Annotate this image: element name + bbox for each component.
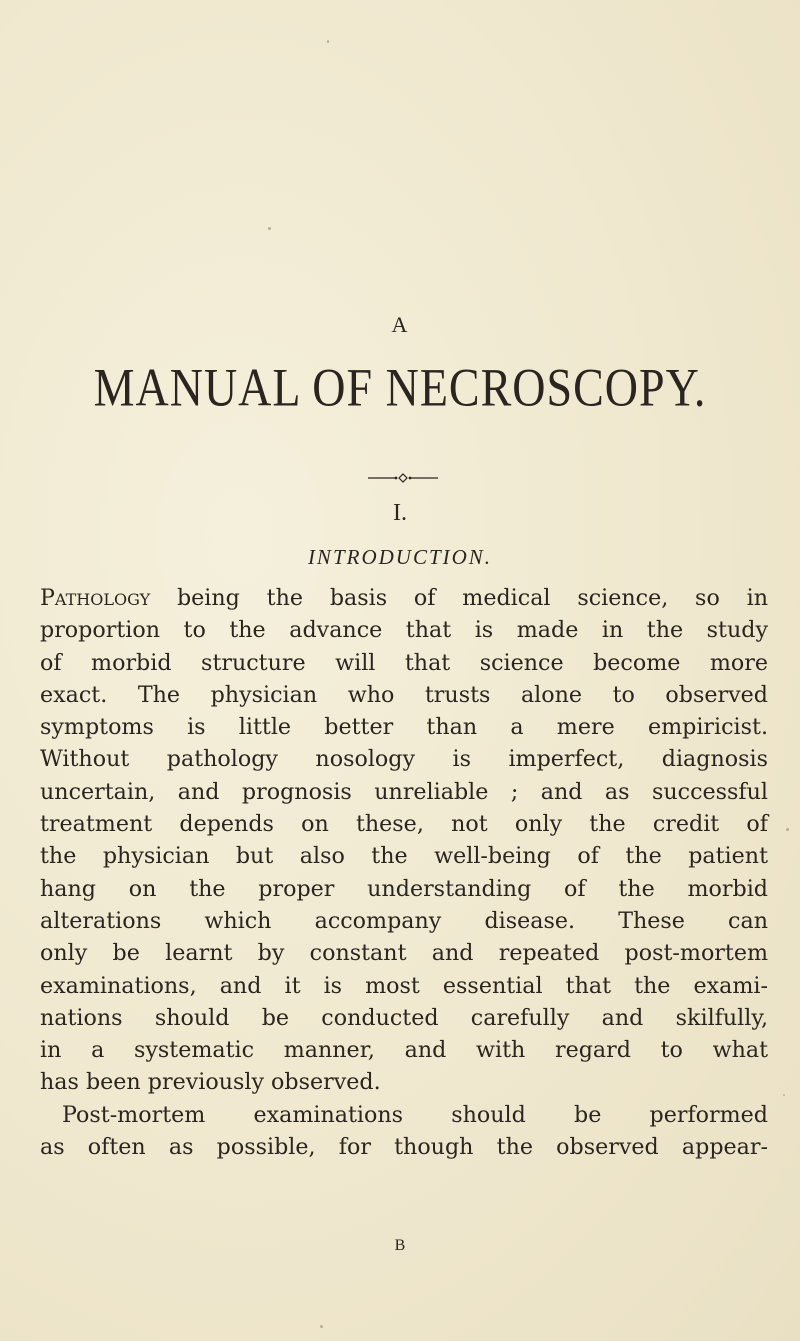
- text-line: nations should be conducted carefully and skilfully,: [40, 1004, 768, 1031]
- text-line: exact. The physician who trusts alone to observed: [40, 681, 768, 708]
- paper-speck: [320, 1325, 323, 1328]
- text-line: of morbid structure will that science become more: [40, 649, 768, 676]
- text-line: the physician but also the well-being of the patient: [40, 843, 768, 870]
- title-article: A: [391, 312, 409, 337]
- text-line: as often as possible, for though the observed appear-: [40, 1134, 768, 1161]
- diamond-rule-ornament-icon: [368, 472, 438, 484]
- paper-speck: [268, 227, 271, 230]
- text-line: uncertain, and prognosis unreliable ; and as successful: [40, 778, 768, 805]
- paper-speck: [786, 828, 789, 831]
- paper-speck: [327, 40, 329, 43]
- text-line: hang on the proper understanding of the morbid: [40, 875, 768, 902]
- signature-mark: B: [394, 1237, 406, 1254]
- drop-lead-word: Pathology: [40, 585, 151, 611]
- text-line: only be learnt by constant and repeated post-mortem: [40, 940, 768, 967]
- paper-speck: [783, 1094, 785, 1096]
- text-line: symptoms is little better than a mere empiricist.: [40, 714, 768, 741]
- chapter-title: INTRODUCTION.: [307, 545, 493, 569]
- text-line: in a systematic manner, and with regard to what: [40, 1037, 768, 1064]
- page-title: MANUAL OF NECROSCOPY.: [93, 357, 707, 418]
- text-line: alterations which accompany disease. These can: [40, 907, 768, 934]
- text-line: Pathology being the basis of medical science, so in: [40, 585, 768, 611]
- body-text: [40, 582, 768, 1163]
- text-line: examinations, and it is most essential that the exami-: [40, 972, 768, 999]
- text-line: proportion to the advance that is made in the study: [40, 617, 768, 644]
- text-line: has been previously observed.: [40, 1069, 381, 1096]
- text-line: treatment depends on these, not only the credit of: [40, 811, 768, 838]
- text-line: Post-mortem examinations should be performed: [62, 1101, 768, 1128]
- chapter-number: I.: [393, 500, 407, 526]
- text-line: Without pathology nosology is imperfect, diagnosis: [40, 746, 768, 773]
